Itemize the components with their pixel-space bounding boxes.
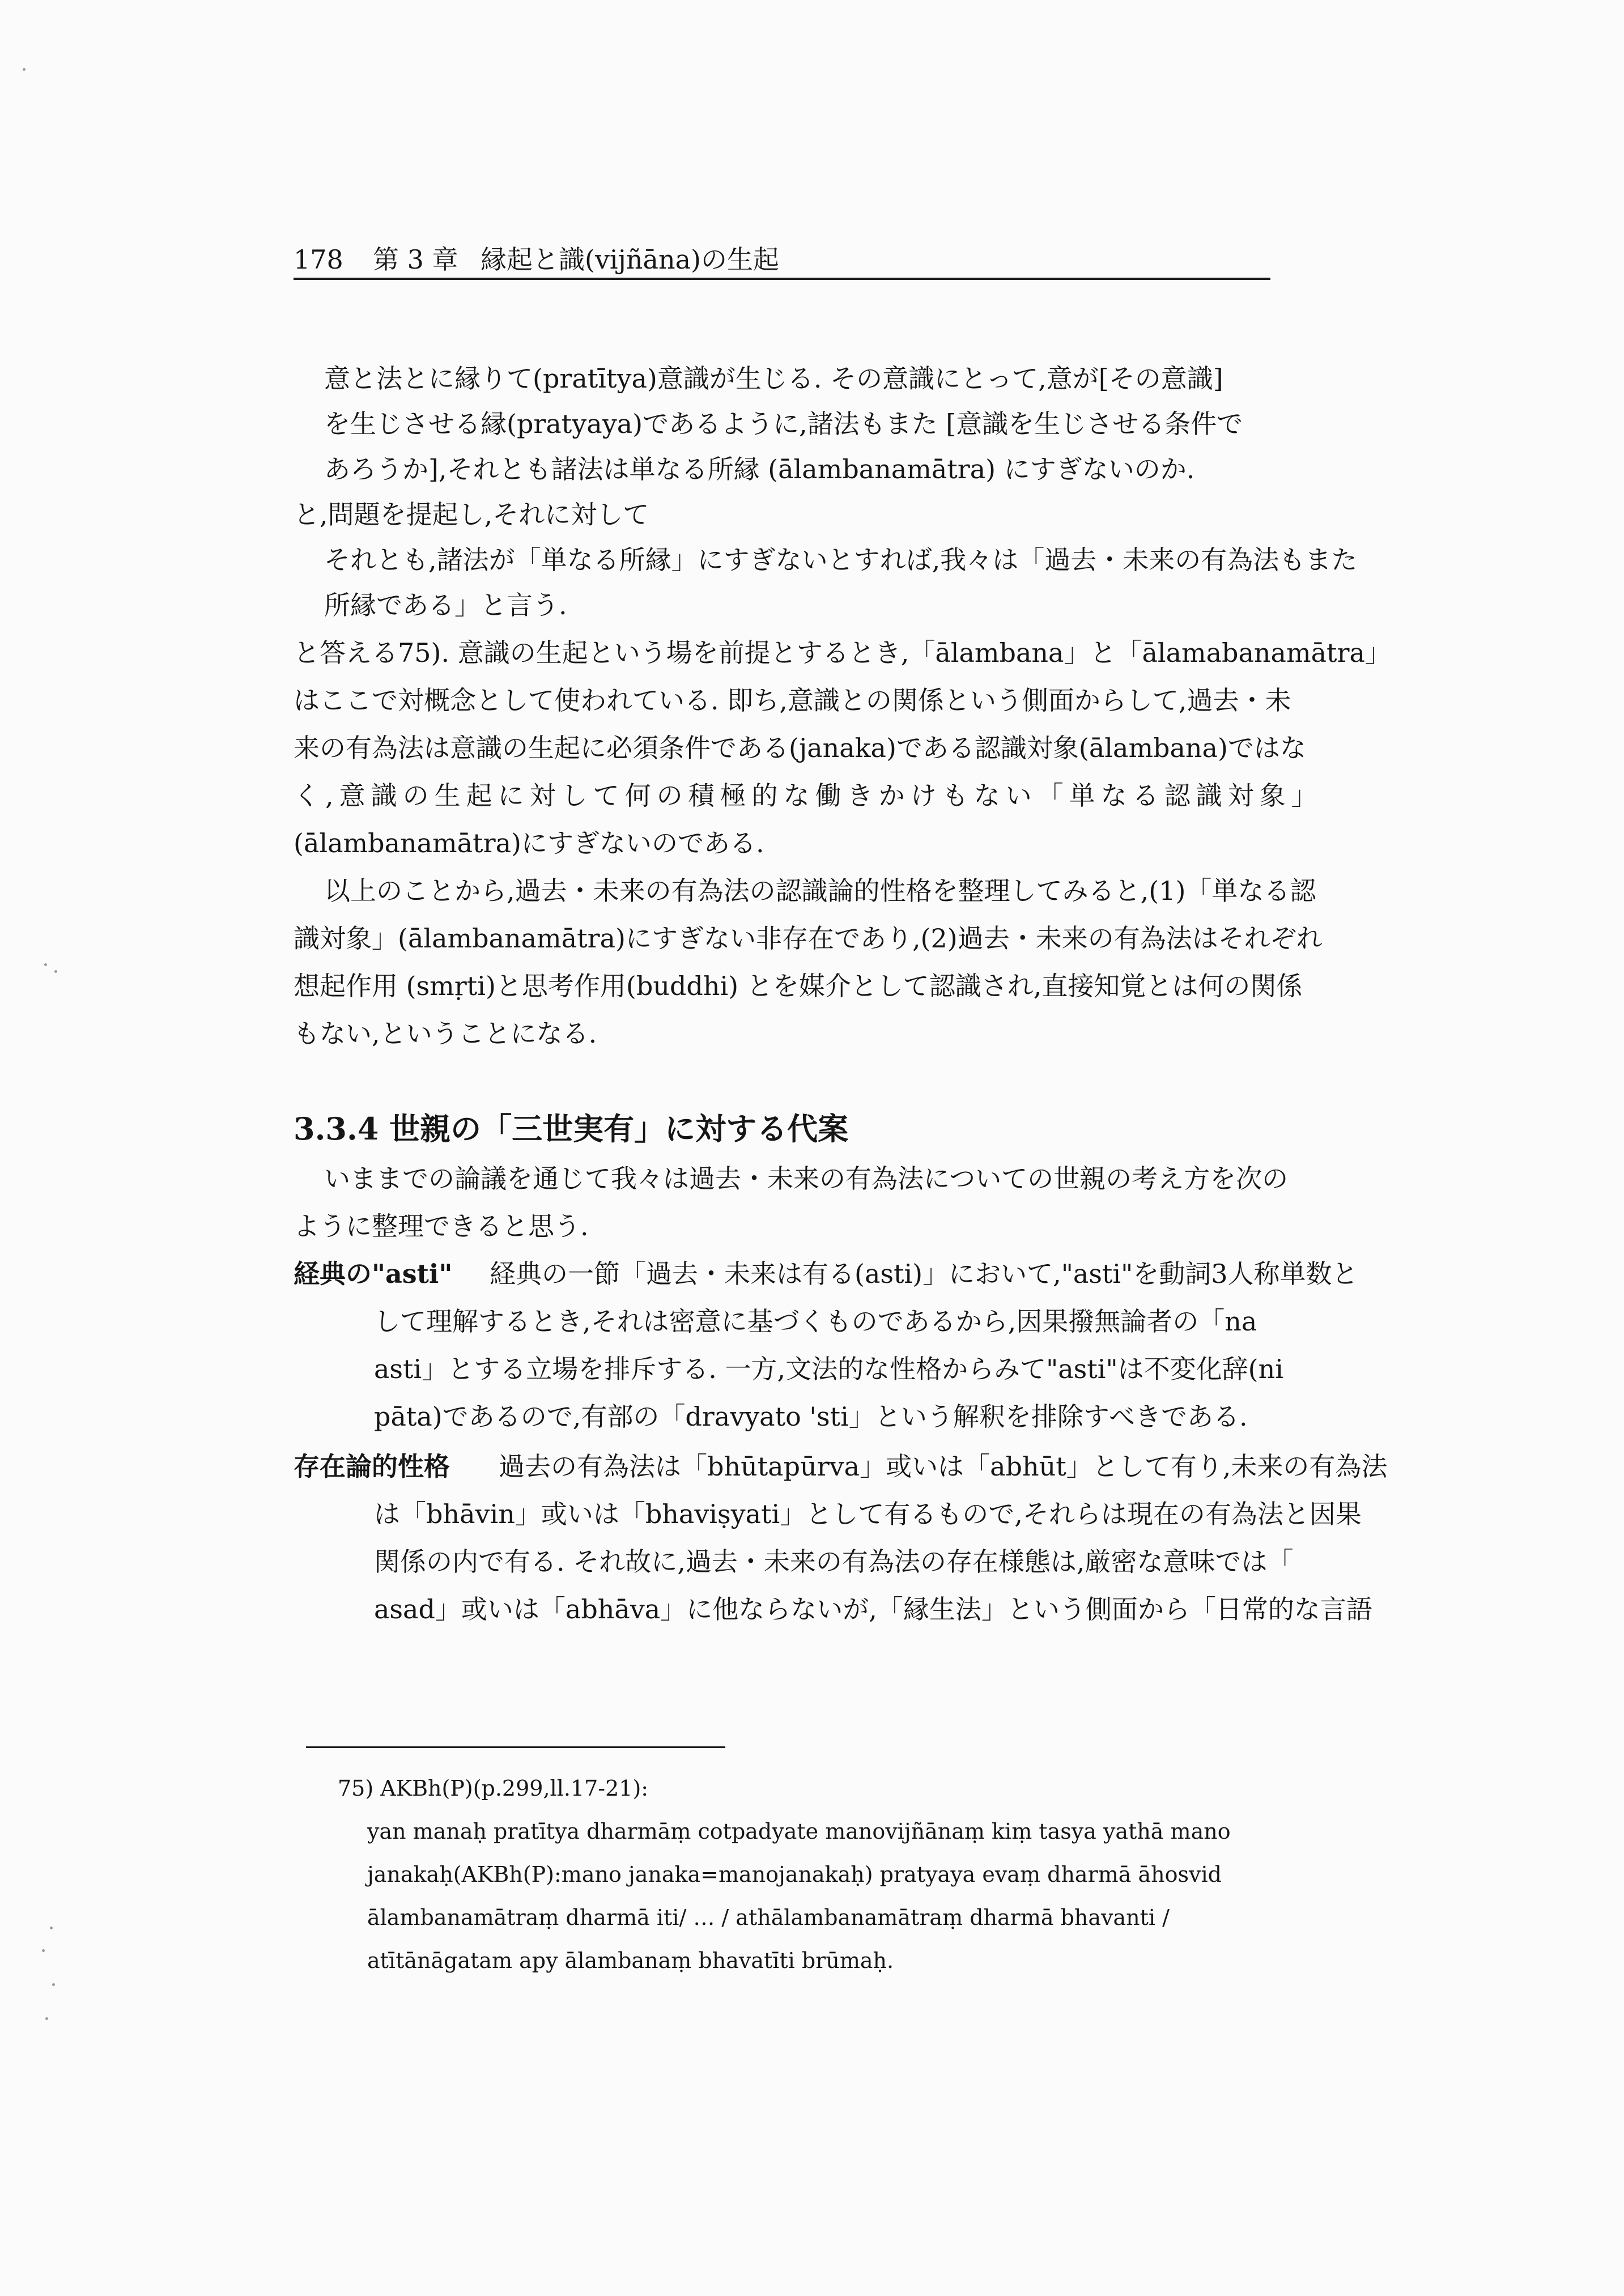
term-definition-line: 関係の内で有る. それ故に,過去・未来の有為法の存在様態は,厳密な意味では「 — [374, 1546, 1294, 1577]
body-line: と答える75). 意識の生起という場を前提とするとき,「ālambana」と「ālamabanamātra」 — [294, 637, 1391, 668]
body-line: く,意識の生起に対して何の積極的な働きかけもない「単なる認識対象」 — [294, 780, 1323, 811]
term-definition-line: 経典の一節「過去・未来は有る(asti)」において,"asti"を動詞3人称単数と — [490, 1258, 1358, 1289]
scan-speck — [44, 963, 47, 966]
body-line: (ālambanamātra)にすぎないのである. — [294, 828, 764, 858]
quote-line: を生じさせる縁(pratyaya)であるように,諸法もまた [意識を生じさせる条件で — [324, 409, 1243, 439]
section-body-line: ように整理できると思う. — [294, 1211, 589, 1241]
term-definition-line: は「bhāvin」或いは「bhaviṣyati」として有るもので,それらは現在の有為法と因果 — [374, 1499, 1362, 1529]
footnote-line: atītānāgatam apy ālambanaṃ bhavatīti brūmaḥ. — [367, 1948, 894, 1973]
body-line: 来の有為法は意識の生起に必須条件である(janaka)である認識対象(ālambana)ではな — [294, 733, 1306, 763]
scan-speck — [52, 1983, 55, 1986]
body-line: もない,ということになる. — [294, 1018, 597, 1049]
body-line: はここで対概念として使われている. 即ち,意識との関係という側面からして,過去・未 — [294, 685, 1291, 716]
footnote-line: yan manaḥ pratītya dharmāṃ cotpadyate manovijñānaṃ kiṃ tasya yathā mano — [367, 1819, 1231, 1844]
body-line: 以上のことから,過去・未来の有為法の認識論的性格を整理してみると,(1)「単なる認 — [324, 875, 1316, 906]
chapter-number: 第 3 章 — [373, 244, 458, 275]
footnote-line: ālambanamātraṃ dharmā iti/ … / athālambanamātraṃ dharmā bhavanti / — [367, 1905, 1170, 1930]
quote-line: それとも,諸法が「単なる所縁」にすぎないとすれば,我々は「過去・未来の有為法もまた — [324, 545, 1358, 575]
term-definition-line: asti」とする立場を排斥する. 一方,文法的な性格からみて"asti"は不変化辞(ni — [374, 1354, 1283, 1384]
scan-speck — [42, 1949, 45, 1952]
quote-line: 意と法とに縁りて(pratītya)意識が生じる. その意識にとって,意が[その意識] — [324, 363, 1223, 394]
footnote-rule — [306, 1746, 725, 1748]
header-rule — [294, 278, 1270, 280]
term-definition-line: して理解するとき,それは密意に基づくものであるから,因果撥無論者の「na — [374, 1306, 1257, 1337]
running-header — [294, 244, 1270, 279]
section-heading: 3.3.4 世親の「三世実有」に対する代案 — [294, 1111, 849, 1147]
scan-speck — [23, 68, 25, 71]
term-definition-line: pāta)であるので,有部の「dravyato 'sti」という解釈を排除すべきである. — [374, 1401, 1248, 1432]
scan-speck — [50, 1927, 53, 1929]
scan-speck — [54, 970, 57, 973]
footnote-reference: 75) AKBh(P)(p.299,ll.17-21): — [338, 1776, 649, 1801]
scan-speck — [45, 2017, 48, 2020]
footnote-line: janakaḥ(AKBh(P):mano janaka=manojanakaḥ) pratyaya evaṃ dharmā āhosvid — [367, 1862, 1222, 1887]
section-body-line: いままでの論議を通じて我々は過去・未来の有為法についての世親の考え方を次の — [324, 1163, 1289, 1194]
body-line: 識対象」(ālambanamātra)にすぎない非存在であり,(2)過去・未来の有為法はそれぞれ — [294, 923, 1323, 954]
body-line: 想起作用 (smṛti)と思考作用(buddhi) とを媒介として認識され,直接知覚とは何の関係 — [294, 971, 1303, 1001]
term-definition-line: asad」或いは「abhāva」に他ならないが,「縁生法」という側面から「日常的な言語 — [374, 1594, 1372, 1625]
quote-line: あろうか],それとも諸法は単なる所縁 (ālambanamātra) にすぎないのか. — [324, 454, 1195, 484]
term-definition-line: 過去の有為法は「bhūtapūrva」或いは「abhūt」として有り,未来の有為法 — [499, 1451, 1388, 1482]
term-label-asti: 経典の"asti" — [294, 1258, 453, 1289]
chapter-title: 縁起と識(vijñāna)の生起 — [481, 244, 779, 275]
term-label-ontology: 存在論的性格 — [294, 1451, 450, 1482]
body-line: と,問題を提起し,それに対して — [294, 499, 649, 530]
page-number: 178 — [294, 244, 343, 275]
quote-line: 所縁である」と言う. — [324, 590, 567, 620]
